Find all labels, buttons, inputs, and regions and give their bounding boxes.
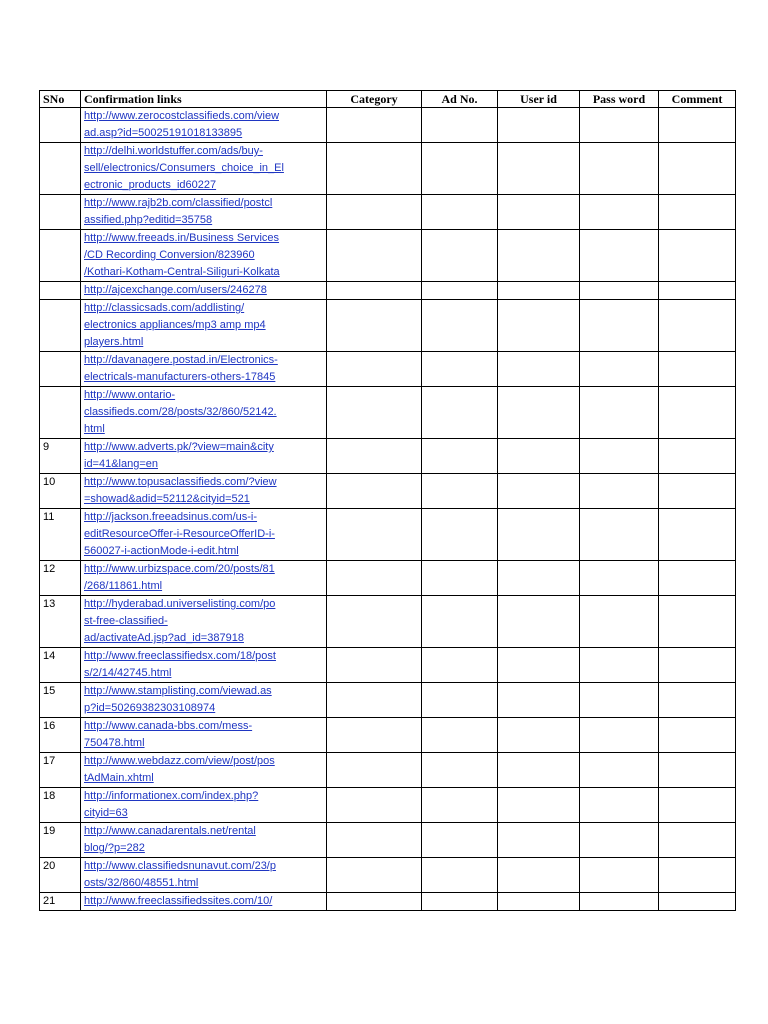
password-cell	[580, 474, 659, 509]
confirmation-link[interactable]: http://www.freeclassifiedssites.com/10/	[84, 895, 273, 907]
user-id-cell	[498, 230, 580, 282]
table-row	[40, 509, 736, 561]
password-cell	[580, 143, 659, 195]
header-ad-no: Ad No.	[422, 91, 498, 108]
user-id-cell	[498, 143, 580, 195]
link-cell	[81, 788, 327, 823]
table-row	[40, 282, 736, 300]
confirmation-link[interactable]: http://www.canadarentals.net/rental blog/?p=282	[84, 825, 256, 854]
sno-cell: 20	[40, 858, 81, 893]
confirmation-link[interactable]: http://www.webdazz.com/view/post/pos tAdMain.xhtml	[84, 755, 275, 784]
password-cell	[580, 858, 659, 893]
comment-cell	[659, 561, 736, 596]
ad-no-cell	[422, 143, 498, 195]
confirmation-link[interactable]: http://www.urbizspace.com/20/posts/81 /268/11861.html	[84, 563, 275, 592]
link-cell	[81, 683, 327, 718]
user-id-cell	[498, 439, 580, 474]
header-user-id: User id	[498, 91, 580, 108]
password-cell	[580, 718, 659, 753]
table-row	[40, 108, 736, 143]
link-cell	[81, 108, 327, 143]
user-id-cell	[498, 474, 580, 509]
comment-cell	[659, 439, 736, 474]
password-cell	[580, 387, 659, 439]
comment-cell	[659, 648, 736, 683]
category-cell	[327, 282, 422, 300]
category-cell	[327, 230, 422, 282]
header-category: Category	[327, 91, 422, 108]
link-cell	[81, 718, 327, 753]
ad-no-cell	[422, 195, 498, 230]
category-cell	[327, 108, 422, 143]
comment-cell	[659, 352, 736, 387]
comment-cell	[659, 108, 736, 143]
sno-cell	[40, 352, 81, 387]
category-cell	[327, 893, 422, 911]
category-cell	[327, 596, 422, 648]
comment-cell	[659, 596, 736, 648]
confirmation-link[interactable]: http://www.classifiedsnunavut.com/23/p osts/32/860/48551.html	[84, 860, 276, 889]
sno-cell: 11	[40, 509, 81, 561]
user-id-cell	[498, 718, 580, 753]
sno-cell: 18	[40, 788, 81, 823]
user-id-cell	[498, 387, 580, 439]
link-cell	[81, 474, 327, 509]
confirmation-link[interactable]: http://www.topusaclassifieds.com/?view =showad&adid=52112&cityid=521	[84, 476, 277, 505]
table-header-row	[40, 91, 736, 108]
category-cell	[327, 858, 422, 893]
sno-cell	[40, 282, 81, 300]
user-id-cell	[498, 858, 580, 893]
password-cell	[580, 823, 659, 858]
confirmation-link[interactable]: http://informationex.com/index.php? cityid=63	[84, 790, 259, 819]
category-cell	[327, 753, 422, 788]
ad-no-cell	[422, 282, 498, 300]
table-row	[40, 683, 736, 718]
comment-cell	[659, 387, 736, 439]
ad-no-cell	[422, 561, 498, 596]
sno-cell	[40, 195, 81, 230]
category-cell	[327, 143, 422, 195]
user-id-cell	[498, 300, 580, 352]
table-row	[40, 195, 736, 230]
confirmation-link[interactable]: http://ajcexchange.com/users/246278	[84, 284, 267, 296]
link-cell	[81, 753, 327, 788]
user-id-cell	[498, 352, 580, 387]
table-row	[40, 596, 736, 648]
sno-cell: 13	[40, 596, 81, 648]
table-row	[40, 753, 736, 788]
user-id-cell	[498, 596, 580, 648]
table-row	[40, 143, 736, 195]
confirmation-link[interactable]: http://delhi.worldstuffer.com/ads/buy- sell/electronics/Consumers_choice_in_El ectronic_products_id60227	[84, 145, 284, 191]
table-row	[40, 439, 736, 474]
password-cell	[580, 648, 659, 683]
category-cell	[327, 718, 422, 753]
comment-cell	[659, 195, 736, 230]
link-cell	[81, 282, 327, 300]
user-id-cell	[498, 753, 580, 788]
link-cell	[81, 195, 327, 230]
document-sheet	[39, 90, 736, 911]
password-cell	[580, 195, 659, 230]
password-cell	[580, 352, 659, 387]
comment-cell	[659, 683, 736, 718]
link-cell	[81, 143, 327, 195]
ad-no-cell	[422, 683, 498, 718]
password-cell	[580, 509, 659, 561]
sno-cell	[40, 143, 81, 195]
confirmation-link[interactable]: http://www.freeclassifiedsx.com/18/post s/2/14/42745.html	[84, 650, 276, 679]
header-password: Pass word	[580, 91, 659, 108]
password-cell	[580, 108, 659, 143]
comment-cell	[659, 893, 736, 911]
ad-no-cell	[422, 858, 498, 893]
user-id-cell	[498, 893, 580, 911]
ad-no-cell	[422, 788, 498, 823]
link-cell	[81, 893, 327, 911]
link-cell	[81, 352, 327, 387]
link-cell	[81, 596, 327, 648]
sno-cell: 9	[40, 439, 81, 474]
category-cell	[327, 823, 422, 858]
comment-cell	[659, 858, 736, 893]
category-cell	[327, 683, 422, 718]
ad-no-cell	[422, 753, 498, 788]
sno-cell: 17	[40, 753, 81, 788]
ad-no-cell	[422, 596, 498, 648]
category-cell	[327, 648, 422, 683]
confirmation-link[interactable]: http://www.stamplisting.com/viewad.as p?id=50269382303108974	[84, 685, 272, 714]
ad-no-cell	[422, 718, 498, 753]
table-row	[40, 300, 736, 352]
header-sno: SNo	[40, 91, 81, 108]
ad-no-cell	[422, 108, 498, 143]
sno-cell	[40, 300, 81, 352]
user-id-cell	[498, 561, 580, 596]
comment-cell	[659, 753, 736, 788]
ad-no-cell	[422, 474, 498, 509]
sno-cell: 14	[40, 648, 81, 683]
table-body	[40, 108, 736, 911]
category-cell	[327, 300, 422, 352]
category-cell	[327, 195, 422, 230]
table-row	[40, 718, 736, 753]
sno-cell: 16	[40, 718, 81, 753]
table-row	[40, 561, 736, 596]
table-row	[40, 474, 736, 509]
password-cell	[580, 788, 659, 823]
link-cell	[81, 823, 327, 858]
table-row	[40, 230, 736, 282]
ad-no-cell	[422, 230, 498, 282]
confirmation-link[interactable]: http://hyderabad.universelisting.com/po st-free-classified- ad/activateAd.jsp?ad_id=387918	[84, 598, 276, 644]
comment-cell	[659, 282, 736, 300]
category-cell	[327, 474, 422, 509]
comment-cell	[659, 230, 736, 282]
link-cell	[81, 230, 327, 282]
ad-no-cell	[422, 823, 498, 858]
sno-cell	[40, 387, 81, 439]
comment-cell	[659, 474, 736, 509]
comment-cell	[659, 718, 736, 753]
confirmation-link[interactable]: http://www.adverts.pk/?view=main&city id=41&lang=en	[84, 441, 274, 470]
ad-no-cell	[422, 300, 498, 352]
link-cell	[81, 439, 327, 474]
ad-no-cell	[422, 893, 498, 911]
link-cell	[81, 300, 327, 352]
password-cell	[580, 561, 659, 596]
ad-no-cell	[422, 439, 498, 474]
password-cell	[580, 300, 659, 352]
category-cell	[327, 352, 422, 387]
comment-cell	[659, 143, 736, 195]
table-row	[40, 648, 736, 683]
comment-cell	[659, 509, 736, 561]
password-cell	[580, 753, 659, 788]
header-confirmation-links: Confirmation links	[81, 91, 327, 108]
comment-cell	[659, 788, 736, 823]
table-row	[40, 823, 736, 858]
confirmation-link[interactable]: http://classicsads.com/addlisting/ electronics appliances/mp3 amp mp4 players.html	[84, 302, 266, 348]
confirmation-links-table	[39, 90, 736, 911]
category-cell	[327, 788, 422, 823]
sno-cell: 15	[40, 683, 81, 718]
sno-cell: 12	[40, 561, 81, 596]
confirmation-link[interactable]: http://www.freeads.in/Business Services /CD Recording Conversion/823960 /Kothari-Kotham-Central-Siliguri-Kolkata	[84, 232, 280, 278]
confirmation-link[interactable]: http://www.ontario- classifieds.com/28/posts/32/860/52142. html	[84, 389, 277, 435]
password-cell	[580, 230, 659, 282]
ad-no-cell	[422, 352, 498, 387]
category-cell	[327, 387, 422, 439]
table-row	[40, 788, 736, 823]
password-cell	[580, 683, 659, 718]
confirmation-link[interactable]: http://jackson.freeadsinus.com/us-i- editResourceOffer-i-ResourceOfferID-i- 560027-i-actionMode-i-edit.html	[84, 511, 275, 557]
confirmation-link[interactable]: http://davanagere.postad.in/Electronics- electricals-manufacturers-others-17845	[84, 354, 278, 383]
user-id-cell	[498, 195, 580, 230]
sno-cell	[40, 108, 81, 143]
user-id-cell	[498, 648, 580, 683]
user-id-cell	[498, 282, 580, 300]
sno-cell: 21	[40, 893, 81, 911]
confirmation-link[interactable]: http://www.canada-bbs.com/mess- 750478.html	[84, 720, 253, 749]
category-cell	[327, 561, 422, 596]
table-row	[40, 858, 736, 893]
ad-no-cell	[422, 387, 498, 439]
sno-cell: 19	[40, 823, 81, 858]
confirmation-link[interactable]: http://www.zerocostclassifieds.com/view ad.asp?id=50025191018133895	[84, 110, 280, 139]
link-cell	[81, 648, 327, 683]
ad-no-cell	[422, 648, 498, 683]
table-row	[40, 352, 736, 387]
password-cell	[580, 282, 659, 300]
link-cell	[81, 509, 327, 561]
table-row	[40, 893, 736, 911]
password-cell	[580, 893, 659, 911]
user-id-cell	[498, 788, 580, 823]
user-id-cell	[498, 683, 580, 718]
link-cell	[81, 561, 327, 596]
comment-cell	[659, 823, 736, 858]
password-cell	[580, 596, 659, 648]
category-cell	[327, 439, 422, 474]
comment-cell	[659, 300, 736, 352]
ad-no-cell	[422, 509, 498, 561]
sno-cell	[40, 230, 81, 282]
sno-cell: 10	[40, 474, 81, 509]
table-row	[40, 387, 736, 439]
header-comment: Comment	[659, 91, 736, 108]
category-cell	[327, 509, 422, 561]
confirmation-link[interactable]: http://www.rajb2b.com/classified/postcl assified.php?editid=35758	[84, 197, 273, 226]
password-cell	[580, 439, 659, 474]
link-cell	[81, 858, 327, 893]
user-id-cell	[498, 823, 580, 858]
user-id-cell	[498, 108, 580, 143]
user-id-cell	[498, 509, 580, 561]
link-cell	[81, 387, 327, 439]
